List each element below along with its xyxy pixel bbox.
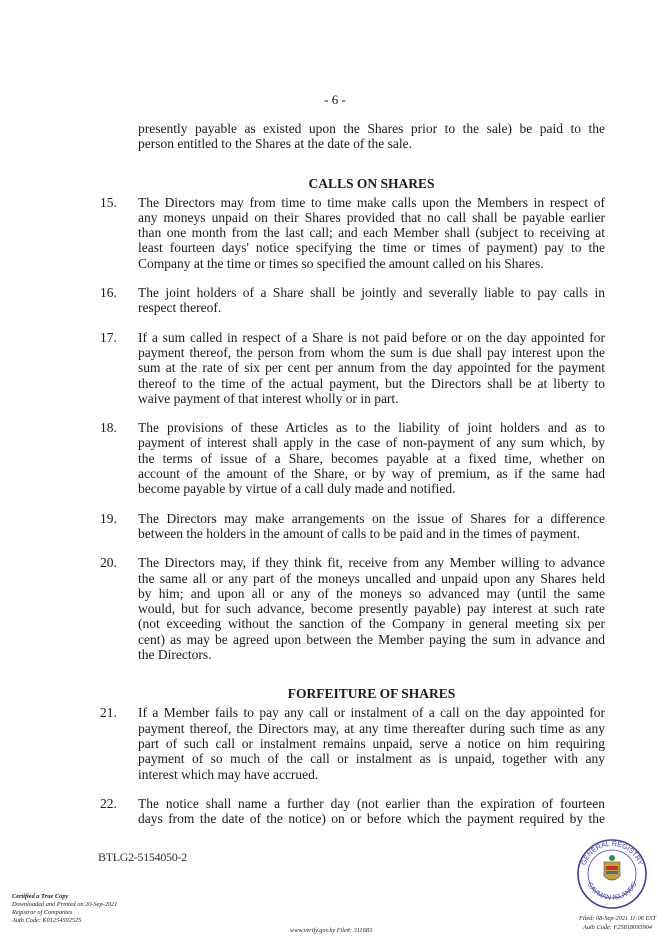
text-line: Company at the time or times so specified the amount called on his Shares. <box>138 255 544 271</box>
text-line: payment of so much of the call or instalment as is unpaid, together with any <box>138 751 605 767</box>
document-body <box>100 121 605 840</box>
download-date: Downloaded and Printed on 20-Sep-2021 <box>12 901 118 908</box>
article-paragraph <box>100 796 605 827</box>
article-number: 19. <box>100 510 117 526</box>
article-number: 21. <box>100 705 117 721</box>
article-paragraph <box>100 420 605 496</box>
article-paragraph <box>100 555 605 662</box>
auth-code: Auth Code: K01254592525 <box>12 917 82 924</box>
filed-block <box>579 914 656 932</box>
text-line: the Directors. <box>138 647 212 663</box>
registry-seal-icon <box>568 838 656 910</box>
text-line: thereof to the time of the actual payment, but the Directors shall be at liberty to <box>138 375 605 391</box>
text-line: any moneys unpaid on their Shares provided that no call shall be payable earlier <box>138 209 605 225</box>
text-line: If a Member fails to pay any call or instalment of a call on the day appointed for <box>138 705 605 721</box>
text-line: (not exceeding without the sanction of the Company in general meeting six per <box>138 616 605 632</box>
text-line: between the holders in the amount of calls to be paid and in the times of payment. <box>138 525 581 541</box>
text-line: days from the date of the notice) on or before which the payment required by the <box>138 811 605 827</box>
text-line: would, but for such advance, become presently payable) pay interest at such rate <box>138 601 605 617</box>
text-line: sum at the rate of six per cent per annum from the day appointed for the payment <box>138 360 605 376</box>
text-line: the terms of issue of a Share, becomes payable at a fixed time, whether on <box>138 450 605 466</box>
text-line: The provisions of these Articles as to the liability of joint holders and as to <box>138 420 605 436</box>
article-number: 15. <box>100 194 117 210</box>
filed-auth-code: Auth Code: F25818093904 <box>583 924 652 931</box>
text-line: interest which may have accrued. <box>138 766 319 782</box>
svg-text:CAYMAN ISLANDS: CAYMAN ISLANDS <box>585 881 639 902</box>
article-number: 18. <box>100 420 117 436</box>
article-paragraph <box>100 705 605 781</box>
text-line: The Directors may, if they think fit, receive from any Member willing to advance <box>138 555 605 571</box>
text-line: cent) as may be agreed upon between the Member paying the sum in advance and <box>138 631 605 647</box>
section-heading: FORFEITURE OF SHARES <box>287 686 456 702</box>
verify-link: www.verify.gov.ky File#: 311683 <box>290 927 373 934</box>
text-line: respect thereof. <box>138 300 222 316</box>
article-number: 16. <box>100 285 117 301</box>
article-paragraph <box>100 511 605 542</box>
text-line: by him; and upon all or any of the moneys so advanced may (until the same <box>138 585 605 601</box>
article-paragraph <box>100 285 605 316</box>
text-line: person entitled to the Shares at the date of the sale. <box>138 136 413 152</box>
text-line: least fourteen days' notice specifying the time or times of payment) pay to the <box>138 240 605 256</box>
document-reference: BTLG2-5154050-2 <box>98 850 187 864</box>
article-number: 17. <box>100 329 117 345</box>
text-line: payment thereof, the Directors may, at any time thereafter during such time as any <box>138 720 605 736</box>
text-line: part of such call or instalment remains unpaid, serve a notice on him requiring <box>138 735 605 751</box>
section-heading: CALLS ON SHARES <box>308 175 435 191</box>
text-line: presently payable as existed upon the Shares prior to the sale) be paid to the <box>138 121 605 136</box>
text-line: account of the amount of the Share, or by way of premium, as if the same had <box>138 466 605 482</box>
article-number: 20. <box>100 555 117 571</box>
text-line: than one month from the last call; and each Member shall (subject to receiving at <box>138 225 605 241</box>
text-line: The Directors may make arrangements on the issue of Shares for a difference <box>138 510 605 526</box>
article-number: 22. <box>100 795 117 811</box>
text-line: waive payment of that interest wholly or in part. <box>138 390 399 406</box>
svg-text:GENERAL REGISTRY: GENERAL REGISTRY <box>580 840 644 867</box>
article-paragraph <box>100 195 605 271</box>
page-number: - 6 - <box>324 92 346 107</box>
text-line: The notice shall name a further day (not earlier than the expiration of fourteen <box>138 795 605 811</box>
text-line: payment of interest shall apply in the case of non-payment of any sum which, by <box>138 435 605 451</box>
registrar: Registrar of Companies <box>12 909 73 916</box>
text-line: The Directors may from time to time make calls upon the Members in respect of <box>138 194 605 210</box>
filed-date: Filed: 08-Sep-2021 11:06 EST <box>578 915 656 922</box>
text-line: payment thereof, the person from whom the sum is due shall pay interest upon the <box>138 344 605 360</box>
text-line: the same all or any part of the moneys uncalled and unpaid upon any Shares held <box>138 570 605 586</box>
continuation-paragraph <box>100 121 605 152</box>
text-line: become payable by virtue of a call duly made and notified. <box>138 481 456 497</box>
certification-block <box>12 893 117 925</box>
text-line: If a sum called in respect of a Share is not paid before or on the day appointed for <box>138 329 605 345</box>
certified-label: Certified a True Copy <box>12 893 69 900</box>
article-paragraph <box>100 330 605 406</box>
text-line: The joint holders of a Share shall be jointly and severally liable to pay calls in <box>138 285 605 301</box>
